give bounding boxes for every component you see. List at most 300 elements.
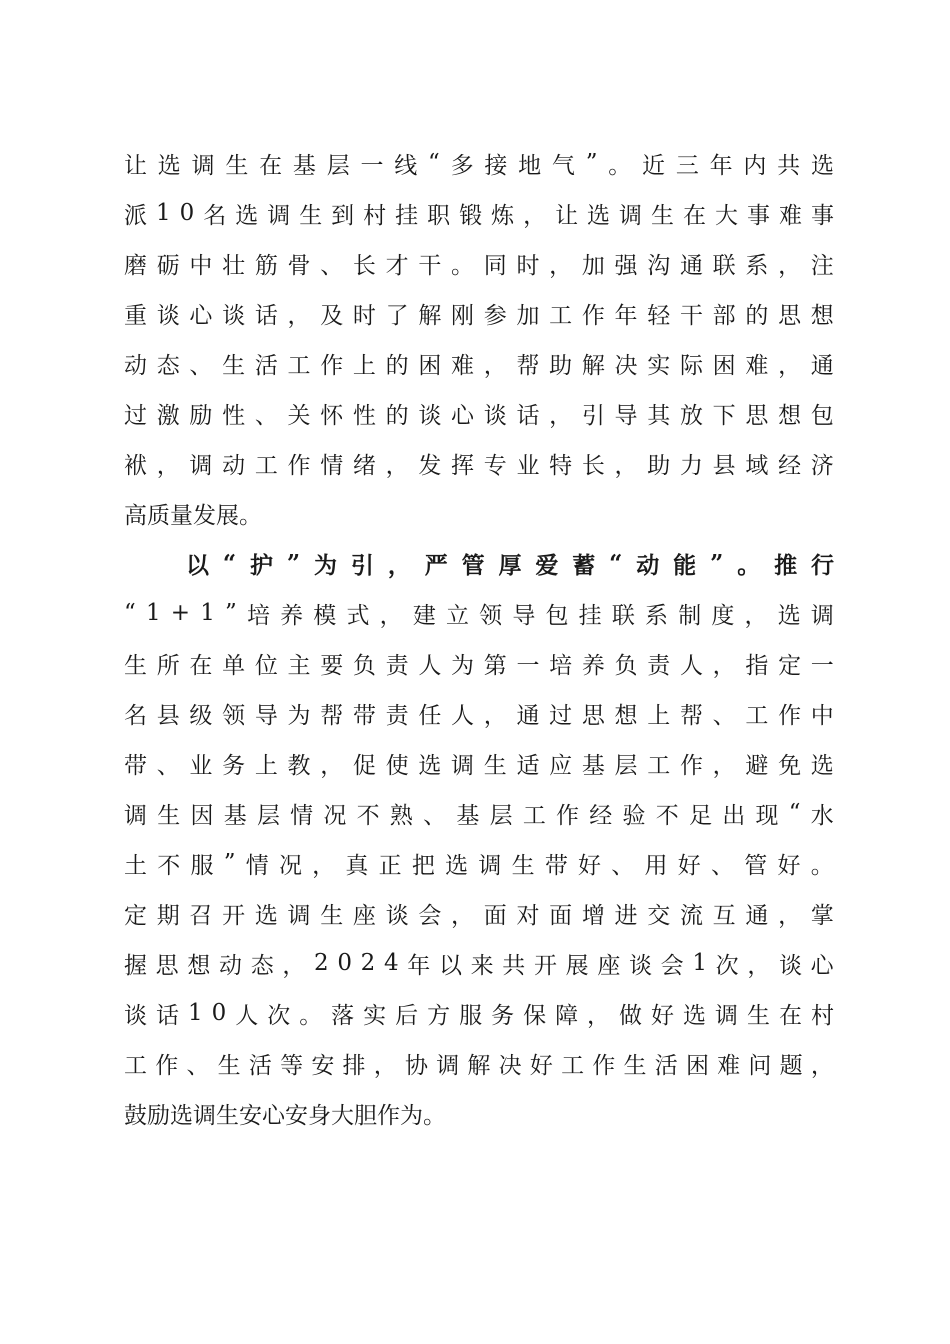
text-char: 后 (395, 1002, 419, 1029)
text-char: 谈 (418, 402, 442, 429)
text-char: ， (282, 952, 306, 979)
text-char: 保 (523, 1002, 547, 1029)
text-char: 中 (810, 702, 834, 729)
text-char: 护 (250, 551, 274, 579)
text-char: 负 (614, 652, 638, 679)
text-char: 挂 (395, 202, 419, 229)
text-char: 一 (516, 652, 540, 679)
text-char: 部 (712, 302, 736, 329)
text-char: 调 (451, 752, 475, 779)
text-char: ” (223, 850, 236, 876)
text-char: 接 (484, 152, 508, 179)
text-char: 名 (124, 702, 147, 729)
text-char: 作 (155, 1052, 179, 1079)
text-char: 年 (709, 152, 733, 179)
text-char: ， (312, 852, 336, 879)
text-char: 共 (777, 152, 801, 179)
text-char: 调 (191, 152, 215, 179)
text-char: 生 (225, 152, 249, 179)
text-char: 动 (222, 452, 246, 479)
text-char: ， (385, 452, 409, 479)
text-char: 动 (219, 952, 243, 979)
text-char: 业 (189, 752, 213, 779)
text-char: 活 (654, 1052, 678, 1079)
text-char: 难 (778, 202, 802, 229)
text-char: 工 (522, 802, 546, 829)
text-char: 带 (544, 852, 568, 879)
text-char: 定 (124, 902, 147, 929)
text-char: 养 (280, 602, 304, 629)
text-char: 心 (189, 302, 213, 329)
text-char: 好 (651, 1002, 675, 1029)
text-char: 做 (619, 1002, 643, 1029)
text-char: 带 (352, 702, 376, 729)
text-char: 中 (189, 252, 213, 279)
text-char: 包 (810, 402, 834, 429)
text-char: 想 (778, 402, 802, 429)
text-char: ， (712, 652, 736, 679)
text-char: 人 (418, 652, 442, 679)
text-char: 系 (645, 602, 669, 629)
text-char: 解 (581, 352, 605, 379)
text-char: 情 (320, 452, 344, 479)
text-char: 加 (581, 252, 605, 279)
text-char: 位 (254, 652, 278, 679)
text-char: 不 (157, 852, 181, 879)
text-char: 困 (418, 352, 442, 379)
text-char: 负 (352, 652, 376, 679)
text-char: 济 (810, 452, 834, 479)
text-char: 年 (614, 302, 638, 329)
text-char: 话 (254, 302, 278, 329)
text-char: 1 (200, 600, 215, 626)
text-char: 爱 (535, 551, 559, 579)
text-char: 选 (418, 752, 442, 779)
text-char: 适 (516, 752, 540, 779)
text-char: 、 (712, 702, 736, 729)
text-char: 想 (614, 702, 638, 729)
text-char: 生 (623, 1052, 647, 1079)
text-char: 上 (647, 702, 671, 729)
text-char: 的 (385, 402, 409, 429)
text-char: 线 (394, 152, 418, 179)
text-char: “ (428, 150, 440, 176)
text-char: 困 (685, 1052, 709, 1079)
text-char: 落 (331, 1002, 355, 1029)
text-char: 责 (385, 702, 409, 729)
text-char: 基 (581, 752, 605, 779)
text-char: 过 (549, 702, 573, 729)
text-char: 关 (287, 402, 311, 429)
text-char: 教 (287, 752, 311, 779)
text-char: 工 (745, 702, 769, 729)
text-char: 1 (692, 950, 707, 976)
text-char: ， (549, 252, 573, 279)
text-char: 谈 (222, 302, 246, 329)
text-char: 调 (810, 602, 834, 629)
text-char: 作 (592, 1052, 616, 1079)
text-char: 的 (745, 302, 769, 329)
text-char: 思 (778, 302, 802, 329)
text-char: 解 (418, 302, 442, 329)
text-char: 才 (385, 252, 409, 279)
text-char: 工 (647, 752, 671, 779)
text-char: 管 (461, 551, 485, 579)
text-char: 帮 (320, 702, 344, 729)
text-char: 立 (445, 602, 469, 629)
text-char: 工 (287, 352, 311, 379)
text-char: 通 (679, 252, 703, 279)
text-line (124, 993, 834, 1033)
text-line (124, 443, 834, 483)
text-char: 避 (745, 752, 769, 779)
text-char: ， (523, 202, 547, 229)
text-char: 。 (810, 852, 834, 879)
text-char: 式 (346, 602, 370, 629)
text-char: 决 (498, 1052, 522, 1079)
text-char: 流 (679, 902, 703, 929)
text-char: 人 (235, 1002, 259, 1029)
text-char: 怀 (320, 402, 344, 429)
text-char: 年 (407, 952, 431, 979)
text-char: 调 (267, 202, 291, 229)
text-char: 基 (292, 152, 316, 179)
text-char: 生 (124, 652, 147, 679)
text-char: 交 (647, 902, 671, 929)
text-char: 性 (352, 402, 376, 429)
text-char: 地 (518, 152, 542, 179)
text-char: 刚 (451, 302, 475, 329)
text-char: 实 (647, 352, 671, 379)
text-char: 县 (156, 702, 180, 729)
text-char: 系 (745, 252, 769, 279)
text-char: 时 (516, 252, 540, 279)
text-char: 调 (478, 852, 502, 879)
text-char: 行 (810, 551, 834, 579)
text-char: 1 (145, 600, 161, 626)
text-char: ， (379, 602, 403, 629)
text-char: 0 (337, 950, 352, 976)
text-char: ， (373, 1052, 397, 1079)
text-char: 0 (179, 200, 195, 226)
text-char: 业 (516, 452, 540, 479)
text-char: 。 (299, 1002, 323, 1029)
text-char: 活 (248, 1052, 272, 1079)
text-char: 沟 (647, 252, 671, 279)
text-char: 时 (352, 302, 376, 329)
text-char: 态 (156, 352, 180, 379)
text-char: 轻 (647, 302, 671, 329)
text-char: 选 (683, 1002, 706, 1029)
text-char: 难 (717, 1052, 741, 1079)
text-char: 好 (529, 1052, 553, 1079)
text-char: 协 (404, 1052, 428, 1079)
text-char: 放 (679, 402, 703, 429)
text-char: 情 (290, 802, 314, 829)
text-char: 熟 (389, 802, 413, 829)
text-char: 4 (383, 950, 399, 976)
text-char: 2 (314, 950, 329, 976)
text-char: 联 (712, 252, 736, 279)
text-char: 选 (810, 152, 834, 179)
text-char: 出 (722, 802, 746, 829)
text-char: 谈 (778, 952, 802, 979)
text-char: 通 (745, 902, 769, 929)
text-char: 谈 (483, 402, 507, 429)
text-char: 心 (451, 402, 475, 429)
text-char: ， (778, 252, 802, 279)
text-char: 座 (597, 952, 621, 979)
text-line (124, 243, 834, 283)
text-char: 强 (614, 252, 638, 279)
text-char: 多 (450, 152, 474, 179)
text-line (124, 843, 834, 883)
text-char: 好 (578, 852, 602, 879)
text-char: 实 (363, 1002, 387, 1029)
text-char: 务 (491, 1002, 515, 1029)
text-char: 调 (189, 452, 213, 479)
text-line (124, 693, 834, 733)
text-char: 因 (190, 802, 214, 829)
text-char: 干 (418, 252, 442, 279)
text-char: 好 (677, 852, 701, 879)
text-char: 县 (712, 452, 736, 479)
text-char: 引 (581, 402, 605, 429)
text-char: 导 (254, 702, 278, 729)
text-line (124, 743, 834, 783)
text-char: 使 (385, 752, 409, 779)
text-char: 0 (211, 1000, 227, 1026)
text-char: 到 (331, 202, 355, 229)
text-char: 上 (352, 352, 376, 379)
text-char: 掌 (810, 902, 834, 929)
text-char: 选 (587, 202, 611, 229)
text-char: 选 (445, 852, 469, 879)
text-char: 动 (636, 551, 660, 579)
text-line (124, 293, 834, 333)
text-char: 领 (222, 702, 246, 729)
text-char: 想 (810, 302, 834, 329)
text-char: 土 (124, 852, 147, 879)
text-char: 思 (745, 402, 769, 429)
text-char: 责 (385, 652, 409, 679)
text-char: 互 (712, 902, 736, 929)
text-char: 问 (748, 1052, 772, 1079)
text-char: 通 (810, 352, 834, 379)
text-char: 工 (561, 1052, 585, 1079)
text-char: 务 (222, 752, 246, 779)
text-char: 活 (254, 352, 278, 379)
text-char: 1 (187, 1000, 203, 1026)
text-char: 长 (581, 452, 605, 479)
text-char: 调 (436, 1052, 460, 1079)
text-char: 责 (647, 652, 671, 679)
text-line (124, 593, 834, 633)
text-char: 。 (451, 252, 475, 279)
text-char: 长 (352, 252, 376, 279)
text-char: 情 (245, 852, 269, 879)
text-char: 主 (287, 652, 311, 679)
text-char: 级 (189, 702, 213, 729)
text-line (124, 343, 834, 383)
text-char: 调 (714, 1002, 738, 1029)
text-char: 水 (810, 802, 834, 829)
text-char: 任 (418, 702, 442, 729)
text-char: ， (810, 1052, 834, 1079)
text-char: 人 (451, 702, 475, 729)
text-char: 进 (614, 902, 638, 929)
text-char: 锻 (459, 202, 483, 229)
text-line (124, 943, 834, 983)
text-char: 等 (280, 1052, 304, 1079)
text-char: 为 (451, 652, 475, 679)
text-char: 干 (679, 302, 703, 329)
text-char: ， (483, 702, 507, 729)
text-char: 。 (608, 152, 632, 179)
text-char: 导 (614, 402, 638, 429)
text-char: ” (710, 549, 724, 577)
text-char: 座 (352, 902, 376, 929)
text-char: 单 (222, 652, 246, 679)
text-char: 、 (156, 752, 180, 779)
text-char: ， (614, 452, 638, 479)
text-char: 大 (714, 202, 738, 229)
text-char: 推 (774, 551, 798, 579)
text-char: 模 (313, 602, 337, 629)
text-char: 正 (378, 852, 402, 879)
text-char: 下 (712, 402, 736, 429)
text-char: 话 (516, 402, 540, 429)
text-char: 第 (483, 652, 507, 679)
text-char: 基 (223, 802, 247, 829)
text-char: ， (156, 452, 180, 479)
text-char: 蓄 (572, 551, 596, 579)
text-char: 选 (810, 752, 834, 779)
text-char: 以 (438, 952, 462, 979)
text-char: 况 (323, 802, 347, 829)
text-char: 建 (412, 602, 436, 629)
text-line (124, 1043, 834, 1083)
text-char: 挂 (578, 602, 602, 629)
text-char: 一 (810, 652, 834, 679)
text-char: 挥 (451, 452, 475, 479)
text-char: 要 (320, 652, 344, 679)
text-char: 重 (124, 302, 147, 329)
text-char: 层 (256, 802, 280, 829)
text-char: 职 (427, 202, 451, 229)
text-char: 想 (187, 952, 211, 979)
text-char: ， (587, 1002, 611, 1029)
text-char: 应 (549, 752, 573, 779)
text-char: + (170, 600, 191, 626)
text-char: 2 (360, 950, 376, 976)
text-char: 安 (311, 1052, 335, 1079)
text-char: 选 (235, 202, 259, 229)
text-line (124, 393, 834, 433)
text-char: 难 (745, 352, 769, 379)
text-char: 特 (549, 452, 573, 479)
text-char: ， (778, 352, 802, 379)
text-char: 召 (189, 902, 213, 929)
text-char: 、 (254, 402, 278, 429)
text-char: 让 (555, 202, 579, 229)
text-char: 袱 (124, 452, 147, 479)
text-char: 、 (423, 802, 447, 829)
text-char: 气 (551, 152, 575, 179)
text-char: ， (387, 551, 411, 579)
text-char: 及 (320, 302, 344, 329)
text-char: 事 (746, 202, 770, 229)
text-char: 励 (189, 402, 213, 429)
text-char: 为 (314, 551, 338, 579)
text-char: 带 (124, 752, 147, 779)
text-char: ， (287, 302, 311, 329)
text-char: 内 (743, 152, 767, 179)
text-char: ， (483, 352, 507, 379)
text-char: 制 (678, 602, 702, 629)
text-char: 指 (745, 652, 769, 679)
text-char: 事 (810, 202, 834, 229)
text-char: 开 (222, 902, 246, 929)
text-char: 导 (512, 602, 536, 629)
text-char: 壮 (222, 252, 246, 279)
text-char: 为 (287, 702, 311, 729)
text-line (124, 193, 834, 233)
text-char: 免 (778, 752, 802, 779)
text-char: 调 (619, 202, 643, 229)
text-char: 在 (189, 652, 213, 679)
text-char: 派 (124, 202, 147, 229)
text-char: 领 (479, 602, 503, 629)
text-char: 好 (777, 852, 801, 879)
text-char: 作 (287, 452, 311, 479)
text-char: ， (451, 902, 475, 929)
text-char: 期 (156, 902, 180, 929)
text-char: 在 (778, 1002, 802, 1029)
text-char: 会 (660, 952, 684, 979)
text-char: 经 (778, 452, 802, 479)
text-char: 域 (745, 452, 769, 479)
text-char: ” (585, 150, 598, 176)
text-char: 握 (124, 952, 147, 979)
text-char: ， (320, 752, 344, 779)
text-char: 工 (549, 302, 573, 329)
text-char: 生 (222, 352, 246, 379)
text-char: 以 (186, 551, 209, 579)
text-char: 话 (155, 1002, 179, 1029)
text-char: 层 (614, 752, 638, 779)
text-char: 联 (611, 602, 635, 629)
text-char: 助 (647, 452, 671, 479)
text-char: 注 (810, 252, 834, 279)
text-line (124, 143, 834, 183)
text-char: 况 (278, 852, 302, 879)
text-char: 、 (186, 1052, 210, 1079)
text-char: ， (744, 602, 768, 629)
text-char: 、 (710, 852, 734, 879)
text-char: 性 (222, 402, 246, 429)
text-char: 作 (778, 702, 802, 729)
text-char: 心 (810, 952, 834, 979)
text-char: “ (222, 549, 237, 577)
text-char: 工 (124, 1052, 147, 1079)
text-char: 来 (470, 952, 494, 979)
text-char: 度 (711, 602, 735, 629)
text-char: 生 (511, 852, 535, 879)
text-char: 生 (651, 202, 675, 229)
text-char: 思 (155, 952, 179, 979)
text-char: 方 (427, 1002, 451, 1029)
